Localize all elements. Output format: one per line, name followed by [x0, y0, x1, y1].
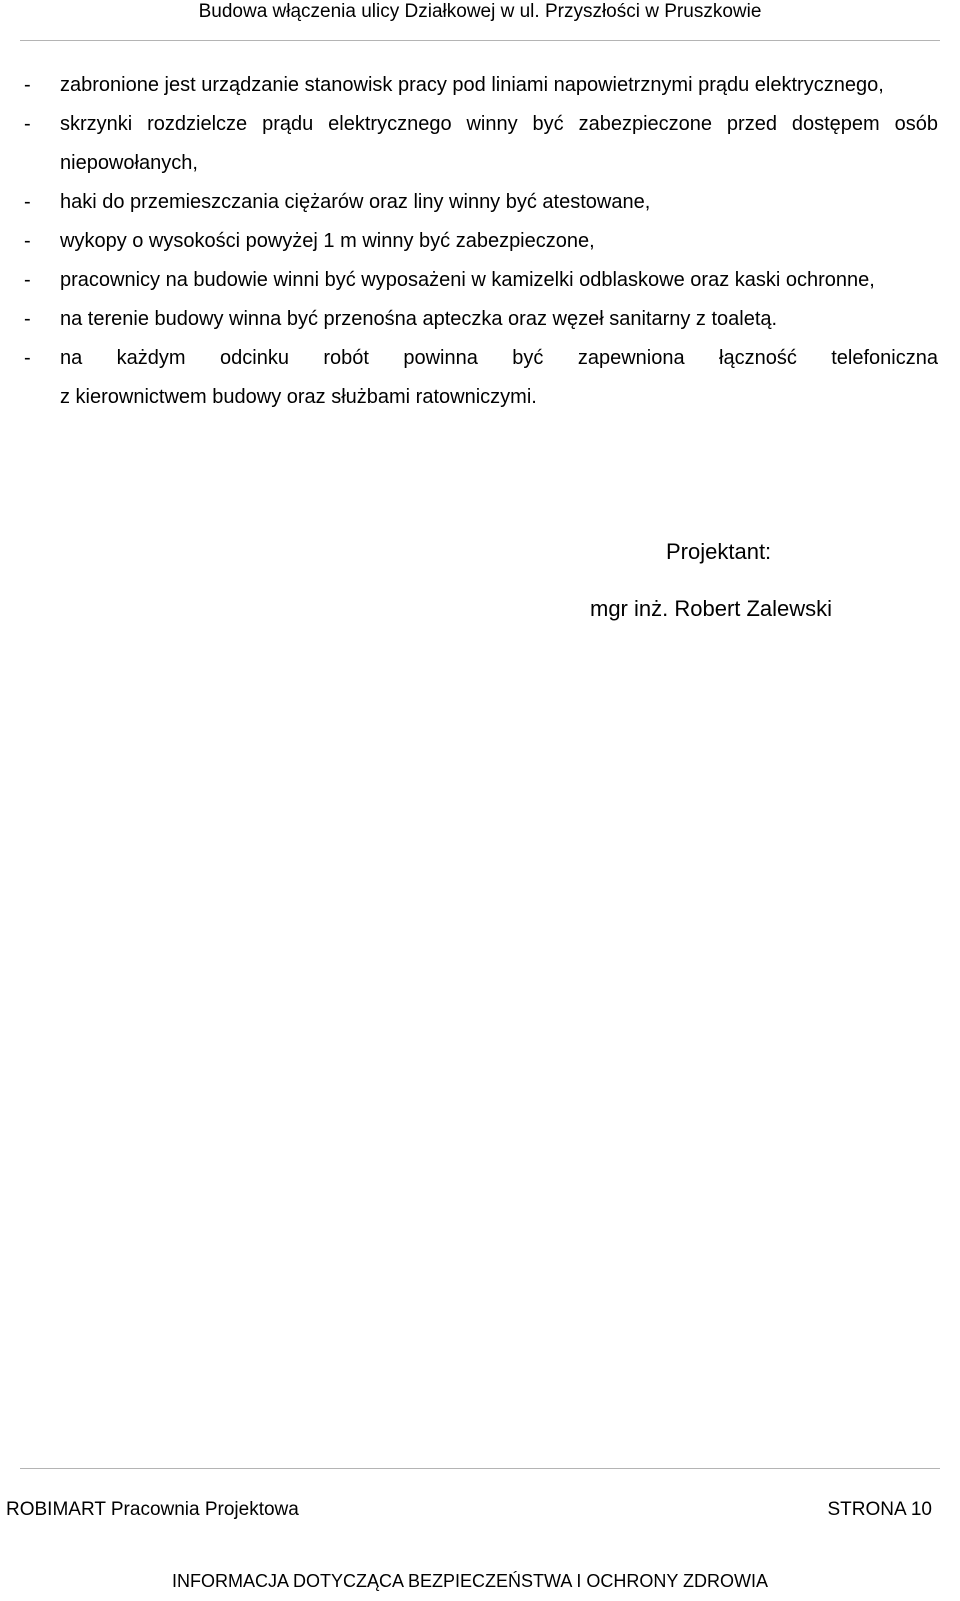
- list-item-text: wykopy o wysokości powyżej 1 m winny być zabezpieczone,: [60, 230, 595, 252]
- list-bullet: -: [24, 191, 31, 213]
- list-item-text: na terenie budowy winna być przenośna apteczka oraz węzeł sanitarny z toaletą.: [60, 308, 778, 330]
- list-bullet: -: [24, 308, 31, 330]
- page-header-title: Budowa włączenia ulicy Działkowej w ul. Przyszłości w Pruszkowie: [198, 1, 762, 22]
- list-bullet: -: [24, 269, 31, 291]
- header-divider: [20, 40, 940, 41]
- list-item-text: skrzynki rozdzielcze prądu elektrycznego winny być zabezpieczone przed dostępem osób niepowołanych,: [60, 113, 938, 174]
- list-item: [24, 261, 938, 300]
- list-bullet: -: [24, 230, 31, 252]
- list-item-text-line2: z kierownictwem budowy oraz służbami ratowniczymi.: [60, 386, 537, 408]
- document-body: [24, 66, 938, 417]
- list-bullet: -: [24, 74, 31, 96]
- list-item-text: haki do przemieszczania ciężarów oraz liny winny być atestowane,: [60, 191, 651, 213]
- footer-company: ROBIMART Pracownia Projektowa: [6, 1499, 299, 1520]
- list-bullet: -: [24, 113, 31, 135]
- list-item: [24, 339, 938, 417]
- list-item-text: zabronione jest urządzanie stanowisk pracy pod liniami napowietrznymi prądu elektrycznego,: [60, 74, 884, 96]
- footer-divider: [20, 1468, 940, 1469]
- list-item: [24, 183, 938, 222]
- list-item: [24, 222, 938, 261]
- footer-page-number: STRONA 10: [827, 1499, 932, 1520]
- list-item-text-line1: na każdym odcinku robót powinna być zapewniona łączność telefoniczna: [60, 347, 938, 369]
- list-item-text: pracownicy na budowie winni być wyposażeni w kamizelki odblaskowe oraz kaski ochronne,: [60, 269, 875, 291]
- list-item: [24, 300, 938, 339]
- footer-document-title: INFORMACJA DOTYCZĄCA BEZPIECZEŃSTWA I OCHRONY ZDROWIA: [171, 1571, 769, 1591]
- list-bullet: -: [24, 347, 31, 369]
- list-item: [24, 66, 938, 105]
- list-item: [24, 105, 938, 183]
- designer-label: Projektant:: [666, 539, 772, 564]
- designer-name: mgr inż. Robert Zalewski: [590, 596, 833, 621]
